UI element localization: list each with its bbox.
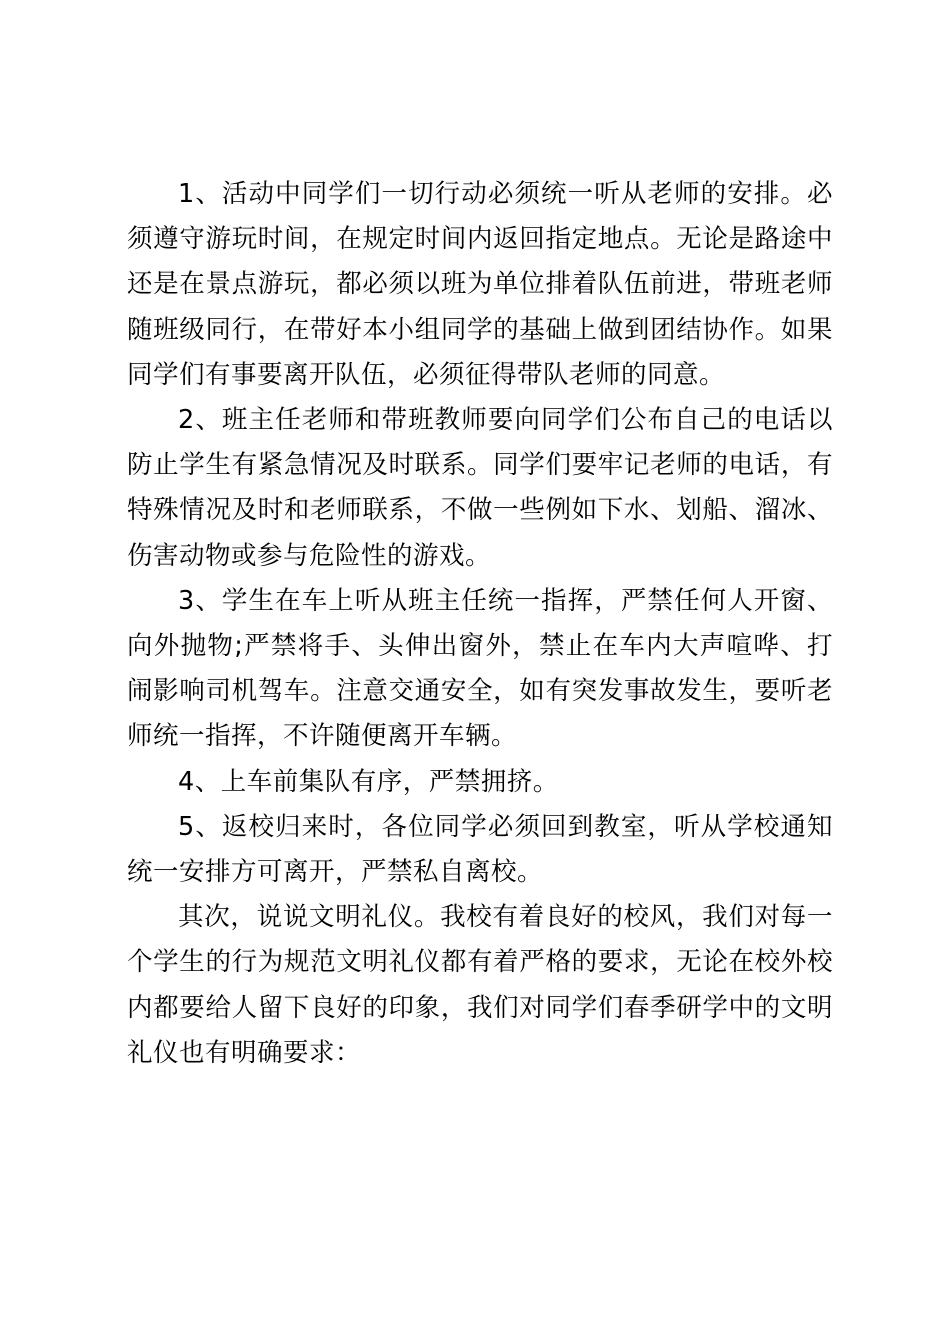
paragraph-rule-3: 3、学生在车上听从班主任统一指挥，严禁任何人开窗、向外抛物;严禁将手、头伸出窗外，禁止在车内大声喧哗、打闹影响司机驾车。注意交通安全，如有突发事故发生，要听老师统一指挥，不许随便离开车辆。 [127, 585, 833, 752]
paragraph-rule-2: 2、班主任老师和带班教师要向同学们公布自己的电话以防止学生有紧急情况及时联系。同学们要牢记老师的电话，有特殊情况及时和老师联系，不做一些例如下水、划船、溜冰、伤害动物或参与危险性的游戏。 [127, 405, 833, 571]
document-page [127, 172, 833, 1076]
paragraph-etiquette-intro: 其次，说说文明礼仪。我校有着良好的校风，我们对每一个学生的行为规范文明礼仪都有着严格的要求，无论在校外校内都要给人留下良好的印象，我们对同学们春季研学中的文明礼仪也有明确要求： [127, 902, 833, 1068]
paragraph-rule-1: 1、活动中同学们一切行动必须统一听从老师的安排。必须遵守游玩时间，在规定时间内返回指定地点。无论是路途中还是在景点游玩，都必须以班为单位排着队伍前进，带班老师随班级同行，在带好本小组同学的基础上做到团结协作。如果同学们有事要离开队伍，必须征得带队老师的同意。 [127, 179, 833, 390]
paragraph-rule-4: 4、上车前集队有序，严禁拥挤。 [178, 766, 559, 797]
paragraph-rule-5: 5、返校归来时，各位同学必须回到教室，听从学校通知统一安排方可离开，严禁私自离校。 [127, 811, 833, 888]
